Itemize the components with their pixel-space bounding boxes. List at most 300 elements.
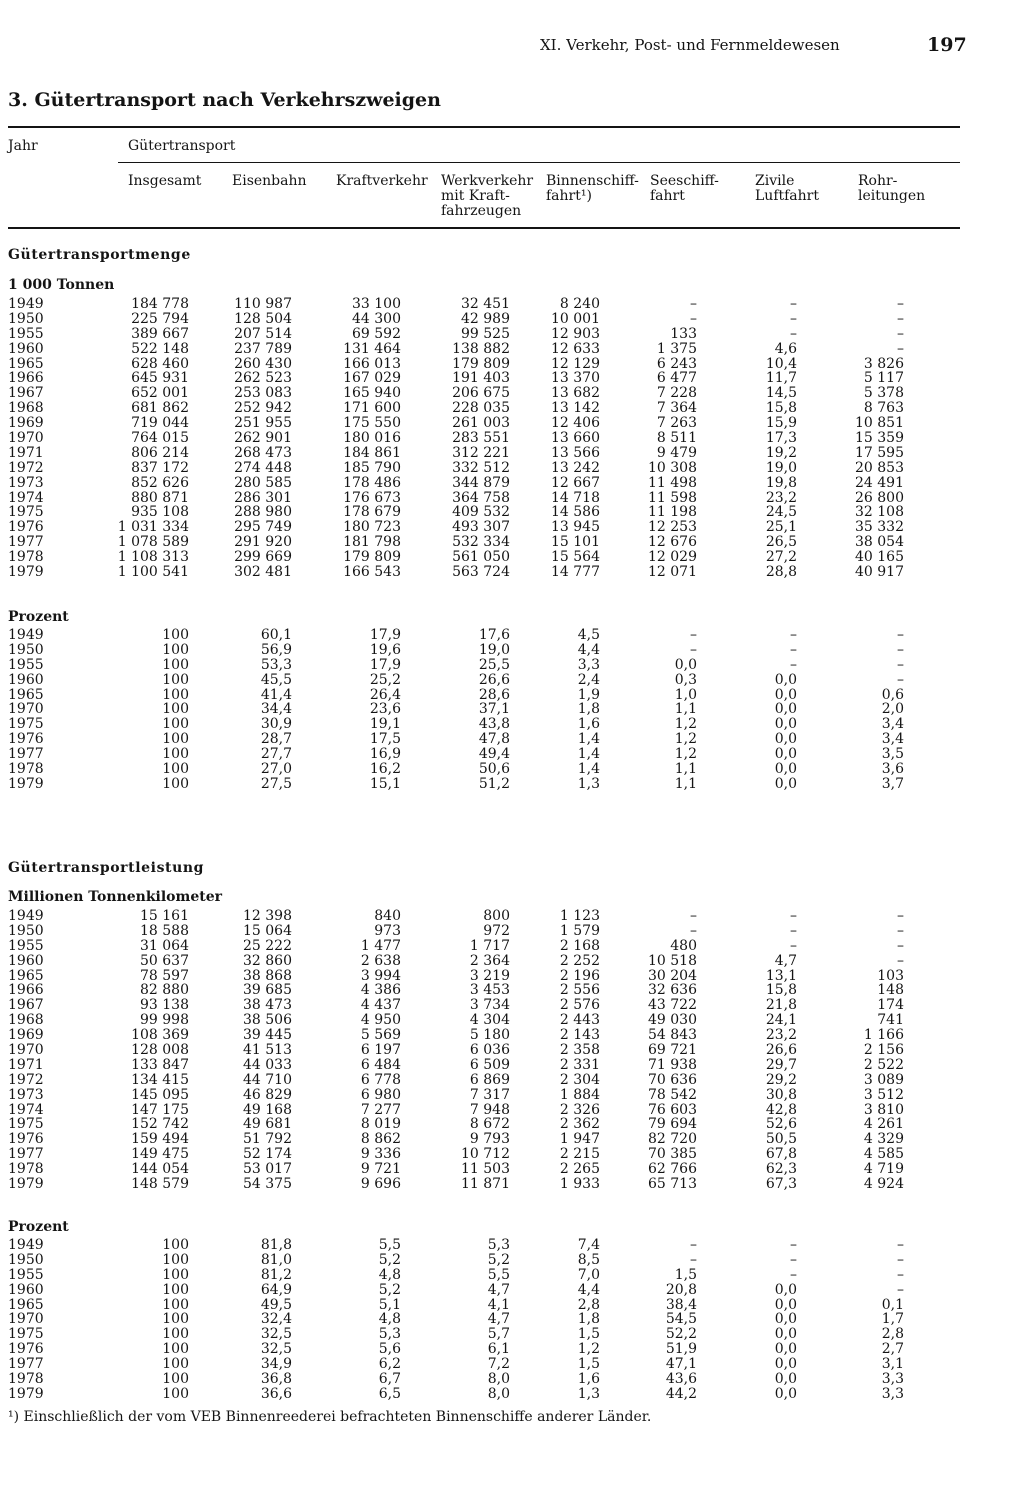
cell-luftfahrt: – — [790, 296, 797, 312]
cell-jahr: 1978 — [8, 1371, 44, 1388]
table-row — [8, 386, 960, 401]
cell-rohrleitungen: 1 166 — [863, 1027, 904, 1044]
table-row — [8, 1312, 960, 1327]
cell-werkverkehr: 7,2 — [487, 1356, 510, 1373]
cell-eisenbahn: 39 445 — [243, 1027, 292, 1044]
cell-eisenbahn: 56,9 — [260, 641, 292, 658]
cell-luftfahrt: – — [790, 310, 797, 327]
cell-rohrleitungen: 2 156 — [863, 1042, 904, 1059]
cell-seeschiffahrt: 10 518 — [648, 952, 697, 969]
table-block-menge-abs — [8, 297, 960, 580]
cell-eisenbahn: 260 430 — [234, 355, 292, 372]
cell-binnenschiffahrt: 2 358 — [559, 1042, 600, 1059]
cell-seeschiffahrt: 82 720 — [648, 1131, 697, 1148]
table-row — [8, 954, 960, 969]
cell-luftfahrt: 0,0 — [774, 1385, 797, 1402]
cell-luftfahrt: 0,0 — [774, 701, 797, 718]
cell-seeschiffahrt: 43 722 — [648, 997, 697, 1014]
table-row — [8, 1357, 960, 1372]
cell-werkverkehr: 9 793 — [469, 1131, 510, 1148]
cell-kraftverkehr: 17,9 — [369, 627, 401, 643]
cell-rohrleitungen: – — [897, 641, 904, 658]
cell-binnenschiffahrt: 1,6 — [577, 1371, 600, 1388]
cell-insgesamt: 100 — [162, 1326, 189, 1343]
cell-eisenbahn: 128 504 — [234, 310, 292, 327]
cell-binnenschiffahrt: 13 660 — [551, 430, 600, 447]
cell-rohrleitungen: – — [897, 908, 904, 924]
cell-eisenbahn: 45,5 — [260, 671, 292, 688]
cell-seeschiffahrt: 11 198 — [648, 504, 697, 521]
table-row — [8, 777, 960, 792]
table-row — [8, 357, 960, 372]
table-row — [8, 505, 960, 520]
cell-eisenbahn: 280 585 — [234, 474, 292, 491]
cell-rohrleitungen: 3 826 — [863, 355, 904, 372]
cell-jahr: 1960 — [8, 671, 44, 688]
cell-kraftverkehr: 9 336 — [360, 1146, 401, 1163]
cell-rohrleitungen: 3 089 — [863, 1071, 904, 1088]
cell-insgesamt: 645 931 — [131, 370, 189, 387]
cell-seeschiffahrt: 70 385 — [648, 1146, 697, 1163]
cell-eisenbahn: 291 920 — [234, 534, 292, 551]
cell-werkverkehr: 261 003 — [452, 415, 510, 432]
table-row — [8, 1372, 960, 1387]
cell-jahr: 1979 — [8, 564, 44, 581]
cell-insgesamt: 100 — [162, 1371, 189, 1388]
cell-binnenschiffahrt: 2 215 — [559, 1146, 600, 1163]
cell-insgesamt: 764 015 — [131, 430, 189, 447]
cell-jahr: 1975 — [8, 504, 44, 521]
cell-eisenbahn: 302 481 — [234, 564, 292, 581]
header-bottom-rule — [8, 227, 960, 229]
cell-luftfahrt: – — [790, 641, 797, 658]
cell-seeschiffahrt: – — [690, 310, 697, 327]
cell-insgesamt: 147 175 — [131, 1101, 189, 1118]
cell-eisenbahn: 299 669 — [234, 549, 292, 566]
cell-binnenschiffahrt: 12 129 — [551, 355, 600, 372]
cell-rohrleitungen: – — [897, 1237, 904, 1253]
cell-werkverkehr: 17,6 — [478, 627, 510, 643]
cell-insgesamt: 100 — [162, 1266, 189, 1283]
cell-eisenbahn: 274 448 — [234, 459, 292, 476]
cell-seeschiffahrt: – — [690, 1251, 697, 1268]
cell-jahr: 1965 — [8, 967, 44, 984]
cell-binnenschiffahrt: 13 945 — [551, 519, 600, 536]
cell-werkverkehr: 4,1 — [487, 1296, 510, 1313]
section-title-leistung: Gütertransportleistung — [8, 860, 205, 876]
table-row — [8, 1117, 960, 1132]
cell-seeschiffahrt: 1 375 — [656, 340, 697, 357]
cell-binnenschiffahrt: 2 252 — [559, 952, 600, 969]
cell-luftfahrt: 29,7 — [765, 1056, 797, 1073]
table-row — [8, 1073, 960, 1088]
cell-binnenschiffahrt: 8 240 — [559, 296, 600, 312]
cell-jahr: 1976 — [8, 519, 44, 536]
cell-kraftverkehr: 180 723 — [343, 519, 401, 536]
table-row — [8, 371, 960, 386]
cell-jahr: 1965 — [8, 686, 44, 703]
cell-rohrleitungen: 3,7 — [881, 775, 904, 792]
cell-insgesamt: 100 — [162, 1356, 189, 1373]
cell-binnenschiffahrt: 1 579 — [559, 922, 600, 939]
cell-kraftverkehr: 175 550 — [343, 415, 401, 432]
cell-luftfahrt: 29,2 — [765, 1071, 797, 1088]
cell-jahr: 1970 — [8, 701, 44, 718]
table-row — [8, 520, 960, 535]
cell-rohrleitungen: – — [897, 671, 904, 688]
cell-seeschiffahrt: 49 030 — [648, 1012, 697, 1029]
cell-kraftverkehr: 1 477 — [360, 937, 401, 954]
table-row — [8, 702, 960, 717]
cell-jahr: 1973 — [8, 1086, 44, 1103]
cell-kraftverkehr: 7 277 — [360, 1101, 401, 1118]
cell-eisenbahn: 251 955 — [234, 415, 292, 432]
cell-jahr: 1968 — [8, 1012, 44, 1029]
table-row — [8, 628, 960, 643]
cell-binnenschiffahrt: 1,8 — [577, 1311, 600, 1328]
cell-werkverkehr: 49,4 — [478, 746, 510, 763]
cell-rohrleitungen: – — [897, 952, 904, 969]
cell-jahr: 1955 — [8, 937, 44, 954]
cell-eisenbahn: 41 513 — [243, 1042, 292, 1059]
cell-luftfahrt: 19,0 — [765, 459, 797, 476]
cell-eisenbahn: 52 174 — [243, 1146, 292, 1163]
cell-werkverkehr: 1 717 — [469, 937, 510, 954]
cell-binnenschiffahrt: 7,0 — [577, 1266, 600, 1283]
cell-seeschiffahrt: – — [690, 908, 697, 924]
cell-kraftverkehr: 5,2 — [378, 1281, 401, 1298]
cell-kraftverkehr: 5 569 — [360, 1027, 401, 1044]
cell-binnenschiffahrt: 8,5 — [577, 1251, 600, 1268]
cell-binnenschiffahrt: 2 196 — [559, 967, 600, 984]
cell-binnenschiffahrt: 1,8 — [577, 701, 600, 718]
cell-jahr: 1955 — [8, 1266, 44, 1283]
cell-rohrleitungen: 24 491 — [855, 474, 904, 491]
cell-rohrleitungen: 2,0 — [881, 701, 904, 718]
cell-luftfahrt: 15,8 — [765, 400, 797, 417]
cell-eisenbahn: 25 222 — [243, 937, 292, 954]
cell-kraftverkehr: 4,8 — [378, 1266, 401, 1283]
table-row — [8, 431, 960, 446]
cell-insgesamt: 149 475 — [131, 1146, 189, 1163]
table-row — [8, 1342, 960, 1357]
cell-werkverkehr: 332 512 — [452, 459, 510, 476]
cell-kraftverkehr: 4,8 — [378, 1311, 401, 1328]
cell-binnenschiffahrt: 2 443 — [559, 1012, 600, 1029]
cell-werkverkehr: 47,8 — [478, 731, 510, 748]
cell-binnenschiffahrt: 2 331 — [559, 1056, 600, 1073]
cell-werkverkehr: 6 869 — [469, 1071, 510, 1088]
cell-seeschiffahrt: 78 542 — [648, 1086, 697, 1103]
cell-binnenschiffahrt: 1,9 — [577, 686, 600, 703]
cell-seeschiffahrt: 0,0 — [674, 656, 697, 673]
cell-seeschiffahrt: 10 308 — [648, 459, 697, 476]
table-title: 3. Gütertransport nach Verkehrszweigen — [8, 89, 441, 111]
cell-eisenbahn: 12 398 — [243, 908, 292, 924]
cell-kraftverkehr: 6 197 — [360, 1042, 401, 1059]
cell-jahr: 1976 — [8, 731, 44, 748]
cell-rohrleitungen: 3,6 — [881, 761, 904, 778]
cell-rohrleitungen: 3,5 — [881, 746, 904, 763]
cell-jahr: 1977 — [8, 534, 44, 551]
cell-insgesamt: 1 108 313 — [117, 549, 189, 566]
cell-insgesamt: 852 626 — [131, 474, 189, 491]
cell-rohrleitungen: 1,7 — [881, 1311, 904, 1328]
cell-eisenbahn: 49 681 — [243, 1116, 292, 1133]
cell-insgesamt: 880 871 — [131, 489, 189, 506]
cell-jahr: 1976 — [8, 1131, 44, 1148]
cell-kraftverkehr: 181 798 — [343, 534, 401, 551]
cell-insgesamt: 100 — [162, 641, 189, 658]
cell-insgesamt: 652 001 — [131, 385, 189, 402]
cell-binnenschiffahrt: 2 304 — [559, 1071, 600, 1088]
cell-kraftverkehr: 840 — [374, 908, 401, 924]
cell-binnenschiffahrt: 2 576 — [559, 997, 600, 1014]
cell-binnenschiffahrt: 12 633 — [551, 340, 600, 357]
cell-luftfahrt: – — [790, 908, 797, 924]
cell-binnenschiffahrt: 15 101 — [551, 534, 600, 551]
cell-eisenbahn: 32,4 — [260, 1311, 292, 1328]
cell-seeschiffahrt: – — [690, 922, 697, 939]
table-row — [8, 717, 960, 732]
table-row — [8, 939, 960, 954]
cell-insgesamt: 1 078 589 — [117, 534, 189, 551]
cell-insgesamt: 100 — [162, 1311, 189, 1328]
cell-eisenbahn: 286 301 — [234, 489, 292, 506]
table-row — [8, 1088, 960, 1103]
table-row — [8, 1387, 960, 1402]
table-row — [8, 1268, 960, 1283]
cell-rohrleitungen: 3 512 — [863, 1086, 904, 1103]
cell-binnenschiffahrt: 14 718 — [551, 489, 600, 506]
cell-seeschiffahrt: 20,8 — [665, 1281, 697, 1298]
cell-insgesamt: 100 — [162, 1385, 189, 1402]
cell-kraftverkehr: 8 862 — [360, 1131, 401, 1148]
cell-eisenbahn: 38 473 — [243, 997, 292, 1014]
cell-eisenbahn: 38 868 — [243, 967, 292, 984]
cell-jahr: 1949 — [8, 908, 44, 924]
cell-werkverkehr: 37,1 — [478, 701, 510, 718]
cell-binnenschiffahrt: 1,3 — [577, 775, 600, 792]
table-row — [8, 401, 960, 416]
cell-luftfahrt: 0,0 — [774, 716, 797, 733]
table-row — [8, 1043, 960, 1058]
cell-kraftverkehr: 184 861 — [343, 444, 401, 461]
cell-luftfahrt: 15,8 — [765, 982, 797, 999]
cell-luftfahrt: 17,3 — [765, 430, 797, 447]
cell-werkverkehr: 364 758 — [452, 489, 510, 506]
cell-werkverkehr: 19,0 — [478, 641, 510, 658]
cell-jahr: 1971 — [8, 1056, 44, 1073]
cell-insgesamt: 18 588 — [140, 922, 189, 939]
table-row — [8, 446, 960, 461]
cell-luftfahrt: 15,9 — [765, 415, 797, 432]
cell-jahr: 1969 — [8, 415, 44, 432]
table-row — [8, 550, 960, 565]
cell-insgesamt: 389 667 — [131, 325, 189, 342]
cell-insgesamt: 100 — [162, 656, 189, 673]
unit-label-menge-abs: 1 000 Tonnen — [8, 277, 115, 293]
table-row — [8, 297, 960, 312]
cell-eisenbahn: 36,6 — [260, 1385, 292, 1402]
cell-kraftverkehr: 131 464 — [343, 340, 401, 357]
cell-kraftverkehr: 167 029 — [343, 370, 401, 387]
cell-binnenschiffahrt: 2 362 — [559, 1116, 600, 1133]
cell-kraftverkehr: 178 486 — [343, 474, 401, 491]
header-col-luftfahrt: Zivile Luftfahrt — [755, 173, 819, 204]
cell-kraftverkehr: 171 600 — [343, 400, 401, 417]
cell-jahr: 1972 — [8, 1071, 44, 1088]
cell-luftfahrt: 24,5 — [765, 504, 797, 521]
table-row — [8, 969, 960, 984]
cell-rohrleitungen: – — [897, 922, 904, 939]
table-row — [8, 983, 960, 998]
cell-werkverkehr: 283 551 — [452, 430, 510, 447]
cell-jahr: 1974 — [8, 1101, 44, 1118]
cell-binnenschiffahrt: 1,2 — [577, 1341, 600, 1358]
cell-luftfahrt: 0,0 — [774, 775, 797, 792]
cell-jahr: 1960 — [8, 340, 44, 357]
cell-insgesamt: 78 597 — [140, 967, 189, 984]
cell-insgesamt: 935 108 — [131, 504, 189, 521]
cell-seeschiffahrt: 1,2 — [674, 746, 697, 763]
cell-luftfahrt: 10,4 — [765, 355, 797, 372]
cell-insgesamt: 152 742 — [131, 1116, 189, 1133]
cell-insgesamt: 100 — [162, 1237, 189, 1253]
cell-luftfahrt: 0,0 — [774, 1311, 797, 1328]
cell-rohrleitungen: 0,6 — [881, 686, 904, 703]
table-row — [8, 1013, 960, 1028]
cell-kraftverkehr: 2 638 — [360, 952, 401, 969]
cell-seeschiffahrt: 54 843 — [648, 1027, 697, 1044]
cell-werkverkehr: 3 734 — [469, 997, 510, 1014]
cell-rohrleitungen: 2 522 — [863, 1056, 904, 1073]
cell-seeschiffahrt: 32 636 — [648, 982, 697, 999]
cell-rohrleitungen: 26 800 — [855, 489, 904, 506]
cell-seeschiffahrt: 51,9 — [665, 1341, 697, 1358]
table-block-leistung-abs — [8, 909, 960, 1192]
cell-binnenschiffahrt: 2 326 — [559, 1101, 600, 1118]
cell-binnenschiffahrt: 7,4 — [577, 1237, 600, 1253]
cell-jahr: 1974 — [8, 489, 44, 506]
cell-seeschiffahrt: 69 721 — [648, 1042, 697, 1059]
cell-eisenbahn: 64,9 — [260, 1281, 292, 1298]
cell-werkverkehr: 11 503 — [461, 1161, 510, 1178]
cell-luftfahrt: 24,1 — [765, 1012, 797, 1029]
cell-kraftverkehr: 180 016 — [343, 430, 401, 447]
cell-rohrleitungen: – — [897, 627, 904, 643]
cell-luftfahrt: 67,8 — [765, 1146, 797, 1163]
cell-jahr: 1969 — [8, 1027, 44, 1044]
cell-eisenbahn: 41,4 — [260, 686, 292, 703]
cell-rohrleitungen: 3,3 — [881, 1371, 904, 1388]
cell-jahr: 1978 — [8, 549, 44, 566]
cell-binnenschiffahrt: 13 682 — [551, 385, 600, 402]
cell-luftfahrt: 0,0 — [774, 1371, 797, 1388]
cell-kraftverkehr: 4 386 — [360, 982, 401, 999]
cell-eisenbahn: 81,0 — [260, 1251, 292, 1268]
cell-werkverkehr: 7 948 — [469, 1101, 510, 1118]
cell-kraftverkehr: 5,1 — [378, 1296, 401, 1313]
cell-binnenschiffahrt: 1,5 — [577, 1326, 600, 1343]
cell-seeschiffahrt: 11 598 — [648, 489, 697, 506]
cell-jahr: 1971 — [8, 444, 44, 461]
cell-eisenbahn: 34,9 — [260, 1356, 292, 1373]
cell-rohrleitungen: – — [897, 340, 904, 357]
cell-jahr: 1955 — [8, 656, 44, 673]
cell-seeschiffahrt: 79 694 — [648, 1116, 697, 1133]
table-row — [8, 461, 960, 476]
table-row — [8, 1132, 960, 1147]
cell-werkverkehr: 32 451 — [461, 296, 510, 312]
cell-jahr: 1977 — [8, 746, 44, 763]
cell-rohrleitungen: 2,7 — [881, 1341, 904, 1358]
cell-insgesamt: 719 044 — [131, 415, 189, 432]
cell-luftfahrt: – — [790, 656, 797, 673]
cell-jahr: 1968 — [8, 400, 44, 417]
cell-eisenbahn: 15 064 — [243, 922, 292, 939]
cell-kraftverkehr: 9 721 — [360, 1161, 401, 1178]
cell-werkverkehr: 99 525 — [461, 325, 510, 342]
cell-werkverkehr: 5,2 — [487, 1251, 510, 1268]
unit-label-leistung-abs: Millionen Tonnenkilometer — [8, 889, 222, 905]
cell-werkverkehr: 3 219 — [469, 967, 510, 984]
cell-insgesamt: 806 214 — [131, 444, 189, 461]
cell-eisenbahn: 30,9 — [260, 716, 292, 733]
cell-jahr: 1975 — [8, 1326, 44, 1343]
cell-kraftverkehr: 16,9 — [369, 746, 401, 763]
table-row — [8, 909, 960, 924]
header-group: Gütertransport — [128, 138, 236, 154]
cell-eisenbahn: 27,7 — [260, 746, 292, 763]
cell-kraftverkehr: 5,3 — [378, 1326, 401, 1343]
cell-kraftverkehr: 19,6 — [369, 641, 401, 658]
cell-luftfahrt: 0,0 — [774, 1326, 797, 1343]
table-row — [8, 1283, 960, 1298]
cell-eisenbahn: 53,3 — [260, 656, 292, 673]
cell-insgesamt: 100 — [162, 1281, 189, 1298]
cell-insgesamt: 108 369 — [131, 1027, 189, 1044]
cell-insgesamt: 93 138 — [140, 997, 189, 1014]
cell-jahr: 1976 — [8, 1341, 44, 1358]
cell-jahr: 1949 — [8, 1237, 44, 1253]
footnote: ¹) Einschließlich der vom VEB Binnenreederei befrachteten Binnenschiffe anderer Länder. — [8, 1409, 652, 1425]
cell-luftfahrt: 0,0 — [774, 1356, 797, 1373]
header-year: Jahr — [8, 138, 38, 154]
table-row — [8, 1058, 960, 1073]
cell-seeschiffahrt: 12 071 — [648, 564, 697, 581]
cell-binnenschiffahrt: 2 143 — [559, 1027, 600, 1044]
cell-werkverkehr: 972 — [483, 922, 510, 939]
cell-werkverkehr: 6,1 — [487, 1341, 510, 1358]
cell-luftfahrt: 25,1 — [765, 519, 797, 536]
cell-rohrleitungen: 4 585 — [863, 1146, 904, 1163]
cell-seeschiffahrt: 62 766 — [648, 1161, 697, 1178]
cell-insgesamt: 522 148 — [131, 340, 189, 357]
cell-rohrleitungen: – — [897, 937, 904, 954]
cell-eisenbahn: 51 792 — [243, 1131, 292, 1148]
cell-seeschiffahrt: 6 477 — [656, 370, 697, 387]
cell-eisenbahn: 27,5 — [260, 775, 292, 792]
cell-insgesamt: 133 847 — [131, 1056, 189, 1073]
cell-werkverkehr: 28,6 — [478, 686, 510, 703]
cell-insgesamt: 134 415 — [131, 1071, 189, 1088]
cell-jahr: 1970 — [8, 1042, 44, 1059]
cell-binnenschiffahrt: 12 406 — [551, 415, 600, 432]
cell-binnenschiffahrt: 15 564 — [551, 549, 600, 566]
header-col-binnenschiffahrt: Binnenschiff- fahrt¹) — [546, 173, 639, 204]
cell-eisenbahn: 252 942 — [234, 400, 292, 417]
